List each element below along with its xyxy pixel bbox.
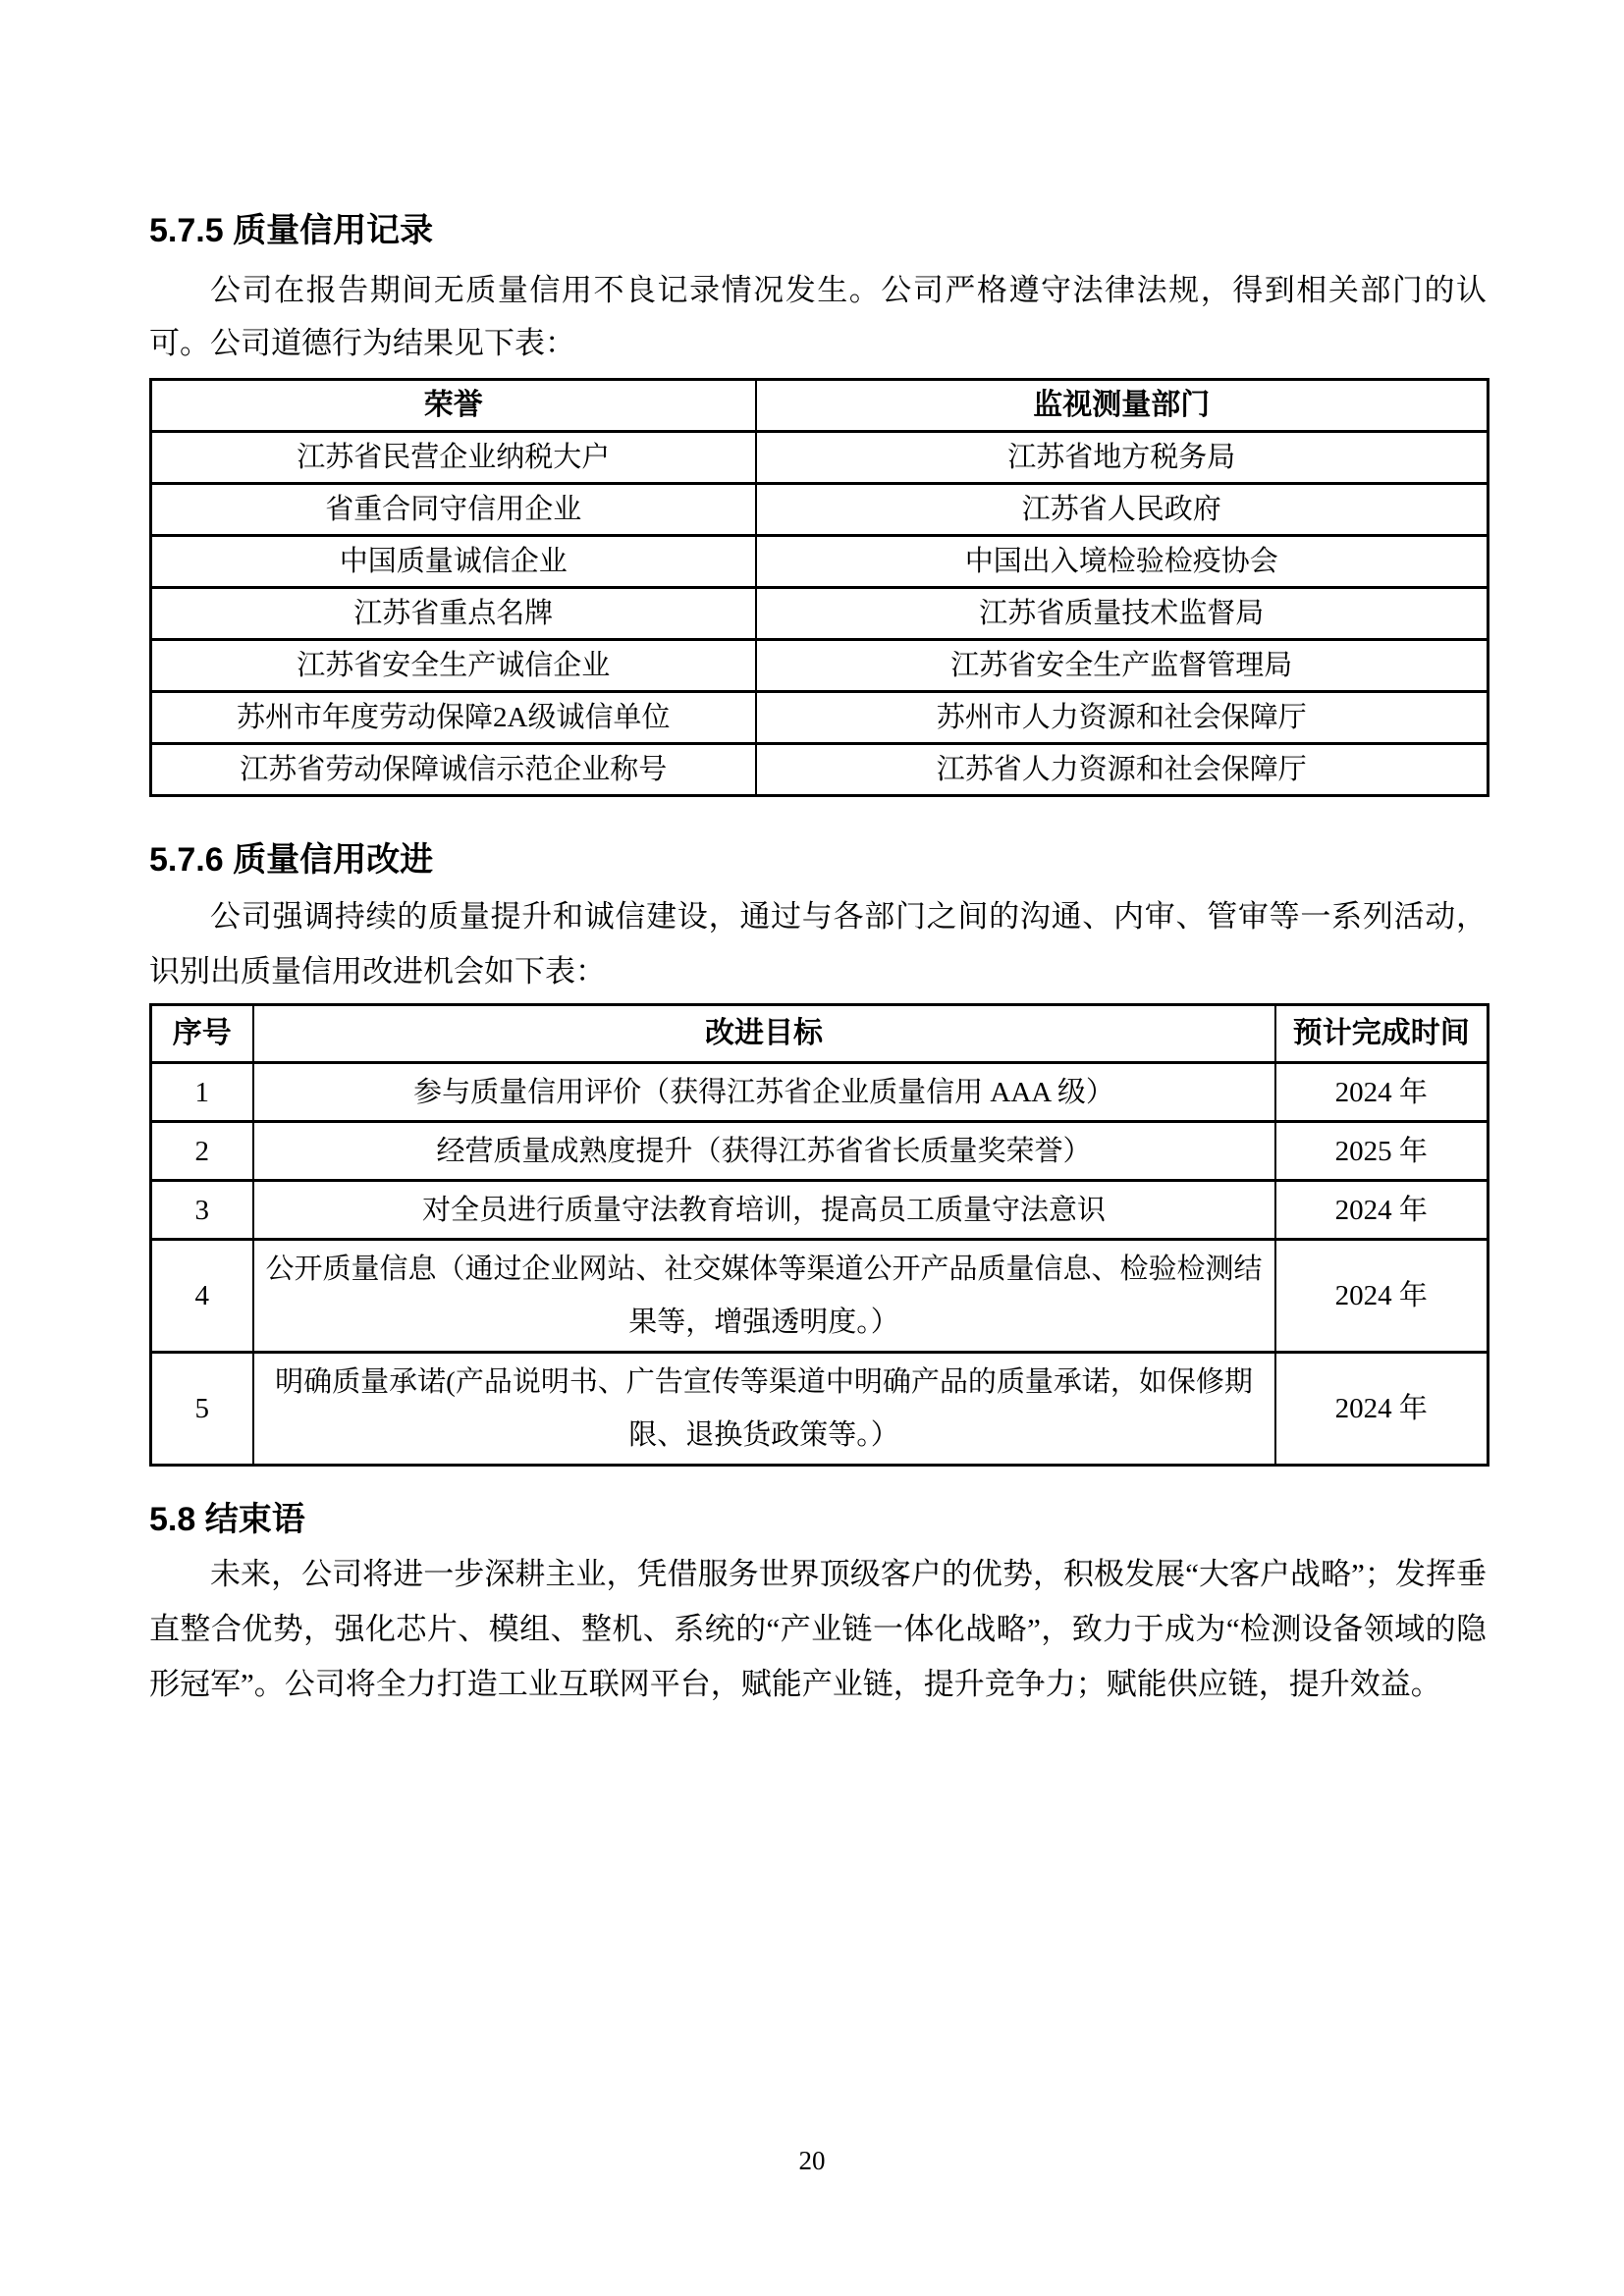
department-cell: 江苏省地方税务局 xyxy=(756,432,1489,484)
goal-cell: 公开质量信息（通过企业网站、社交媒体等渠道公开产品质量信息、检验检测结果等，增强透明度。） xyxy=(253,1240,1275,1353)
honor-cell: 江苏省劳动保障诚信示范企业称号 xyxy=(151,744,756,796)
section-paragraph-575: 公司在报告期间无质量信用不良记录情况发生。公司严格遵守法律法规，得到相关部门的认可。公司道德行为结果见下表： xyxy=(149,273,1487,360)
honor-table-header-department: 监视测量部门 xyxy=(756,380,1489,432)
honor-table xyxy=(149,378,1489,797)
table-row xyxy=(151,640,1489,692)
improvement-table-header-no: 序号 xyxy=(151,1005,253,1063)
table-row xyxy=(151,432,1489,484)
no-cell: 3 xyxy=(151,1181,253,1240)
improvement-table xyxy=(149,1003,1489,1467)
no-cell: 5 xyxy=(151,1353,253,1466)
table-row xyxy=(151,536,1489,588)
honor-cell: 江苏省民营企业纳税大户 xyxy=(151,432,756,484)
table-row xyxy=(151,1063,1489,1122)
time-cell: 2025 年 xyxy=(1275,1122,1489,1181)
section-heading-576: 5.7.6 质量信用改进 xyxy=(149,841,434,879)
goal-cell: 参与质量信用评价（获得江苏省企业质量信用 AAA 级） xyxy=(253,1063,1275,1122)
table-row xyxy=(151,1122,1489,1181)
table-row xyxy=(151,692,1489,744)
department-cell: 江苏省质量技术监督局 xyxy=(756,588,1489,640)
table-row xyxy=(151,1240,1489,1353)
honor-cell: 江苏省重点名牌 xyxy=(151,588,756,640)
section-paragraph-576: 公司强调持续的质量提升和诚信建设，通过与各部门之间的沟通、内审、管审等一系列活动，识别出质量信用改进机会如下表： xyxy=(149,899,1487,988)
improvement-table-header-time: 预计完成时间 xyxy=(1275,1005,1489,1063)
section-heading-575: 5.7.5 质量信用记录 xyxy=(149,212,434,249)
honor-cell: 中国质量诚信企业 xyxy=(151,536,756,588)
department-cell: 苏州市人力资源和社会保障厅 xyxy=(756,692,1489,744)
table-row xyxy=(151,1353,1489,1466)
department-cell: 江苏省人民政府 xyxy=(756,484,1489,536)
goal-cell: 经营质量成熟度提升（获得江苏省省长质量奖荣誉） xyxy=(253,1122,1275,1181)
page-content xyxy=(149,211,1487,1712)
honor-cell: 苏州市年度劳动保障2A级诚信单位 xyxy=(151,692,756,744)
no-cell: 2 xyxy=(151,1122,253,1181)
honor-cell: 省重合同守信用企业 xyxy=(151,484,756,536)
improvement-table-header-goal: 改进目标 xyxy=(253,1005,1275,1063)
section-heading-58: 5.8 结束语 xyxy=(149,1501,305,1538)
table-row xyxy=(151,744,1489,796)
section-paragraph-58: 未来，公司将进一步深耕主业，凭借服务世界顶级客户的优势，积极发展“大客户战略”；发挥垂直整合优势，强化芯片、模组、整机、系统的“产业链一体化战略”，致力于成为“检测设备领域的隐形冠军”。公司将全力打造工业互联网平台，赋能产业链，提升竞争力；赋能供应链，提升效益。 xyxy=(149,1557,1487,1701)
department-cell: 中国出入境检验检疫协会 xyxy=(756,536,1489,588)
honor-table-header-row xyxy=(151,380,1489,432)
table-row xyxy=(151,588,1489,640)
no-cell: 1 xyxy=(151,1063,253,1122)
department-cell: 江苏省人力资源和社会保障厅 xyxy=(756,744,1489,796)
time-cell: 2024 年 xyxy=(1275,1063,1489,1122)
improvement-table-header-row xyxy=(151,1005,1489,1063)
honor-table-header-honor: 荣誉 xyxy=(151,380,756,432)
honor-cell: 江苏省安全生产诚信企业 xyxy=(151,640,756,692)
time-cell: 2024 年 xyxy=(1275,1353,1489,1466)
goal-cell: 明确质量承诺(产品说明书、广告宣传等渠道中明确产品的质量承诺，如保修期限、退换货政策等。） xyxy=(253,1353,1275,1466)
time-cell: 2024 年 xyxy=(1275,1181,1489,1240)
table-row xyxy=(151,1181,1489,1240)
table-row xyxy=(151,484,1489,536)
time-cell: 2024 年 xyxy=(1275,1240,1489,1353)
department-cell: 江苏省安全生产监督管理局 xyxy=(756,640,1489,692)
page-number: 20 xyxy=(798,2146,826,2175)
goal-cell: 对全员进行质量守法教育培训，提高员工质量守法意识 xyxy=(253,1181,1275,1240)
no-cell: 4 xyxy=(151,1240,253,1353)
